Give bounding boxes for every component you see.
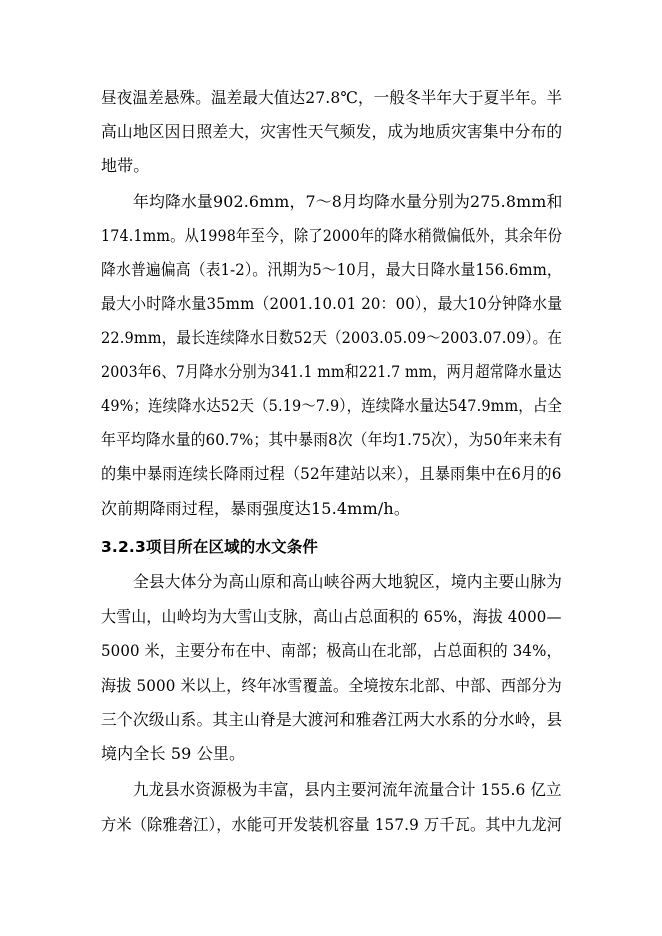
text-line: 地带。 <box>101 156 150 175</box>
text-line: 方米（除雅砻江），水能可开发装机容量 157.9 万千瓦。其中九龙河 <box>101 815 563 834</box>
text-line: 的集中暴雨连续长降雨过程（52年建站以来），且暴雨集中在6月的6 <box>101 464 562 483</box>
text-line: 年均降水量902.6mm，7～8月均降水量分别为275.8mm和 <box>133 192 563 211</box>
text-line: 年平均降水量的60.7%；其中暴雨8次（年均1.75次），为50年来未有 <box>101 430 563 449</box>
text-line: 境内全长 59 公里。 <box>101 744 246 763</box>
text-line: 高山地区因日照差大，灾害性天气频发，成为地质灾害集中分布的 <box>101 122 563 141</box>
text-line: 海拔 5000 米以上，终年冰雪覆盖。全境按东北部、中部、西部分为 <box>101 676 562 695</box>
text-line: 22.9mm，最长连续降水日数52天（2003.05.09～2003.07.09）。在 <box>101 328 562 347</box>
section-heading: 3.2.3项目所在区域的水文条件 <box>101 538 319 556</box>
text-line: 三个次级山系。其主山脊是大渡河和雅砻江两大水系的分水岭，县 <box>101 710 563 729</box>
text-line: 5000 米，主要分布在中、南部；极高山在北部，占总面积的 34%， <box>101 641 562 660</box>
text-line: 2003年6、7月降水分别为341.1 mm和221.7 mm，两月超常降水量达 <box>101 362 562 381</box>
text-line: 174.1mm。从1998年至今，除了2000年的降水稍微偏低外，其余年份 <box>101 226 563 245</box>
text-line: 九龙县水资源极为丰富，县内主要河流年流量合计 155.6 亿立 <box>133 780 562 799</box>
text-line: 降水普遍偏高（表1-2）。汛期为5～10月，最大日降水量156.6mm， <box>101 260 562 279</box>
text-line: 昼夜温差悬殊。温差最大值达27.8℃，一般冬半年大于夏半年。半 <box>101 88 563 107</box>
text-line: 全县大体分为高山原和高山峡谷两大地貌区，境内主要山脉为 <box>133 572 563 591</box>
text-line: 次前期降雨过程，暴雨强度达15.4mm/h。 <box>101 499 410 518</box>
text-line: 大雪山，山岭均为大雪山支脉，高山占总面积的 65%，海拔 4000— <box>101 607 562 626</box>
text-line: 最大小时降水量35mm（2001.10.01 20：00），最大10分钟降水量 <box>101 294 563 313</box>
text-line: 49%；连续降水达52天（5.19～7.9），连续降水量达547.9mm，占全 <box>101 396 562 415</box>
